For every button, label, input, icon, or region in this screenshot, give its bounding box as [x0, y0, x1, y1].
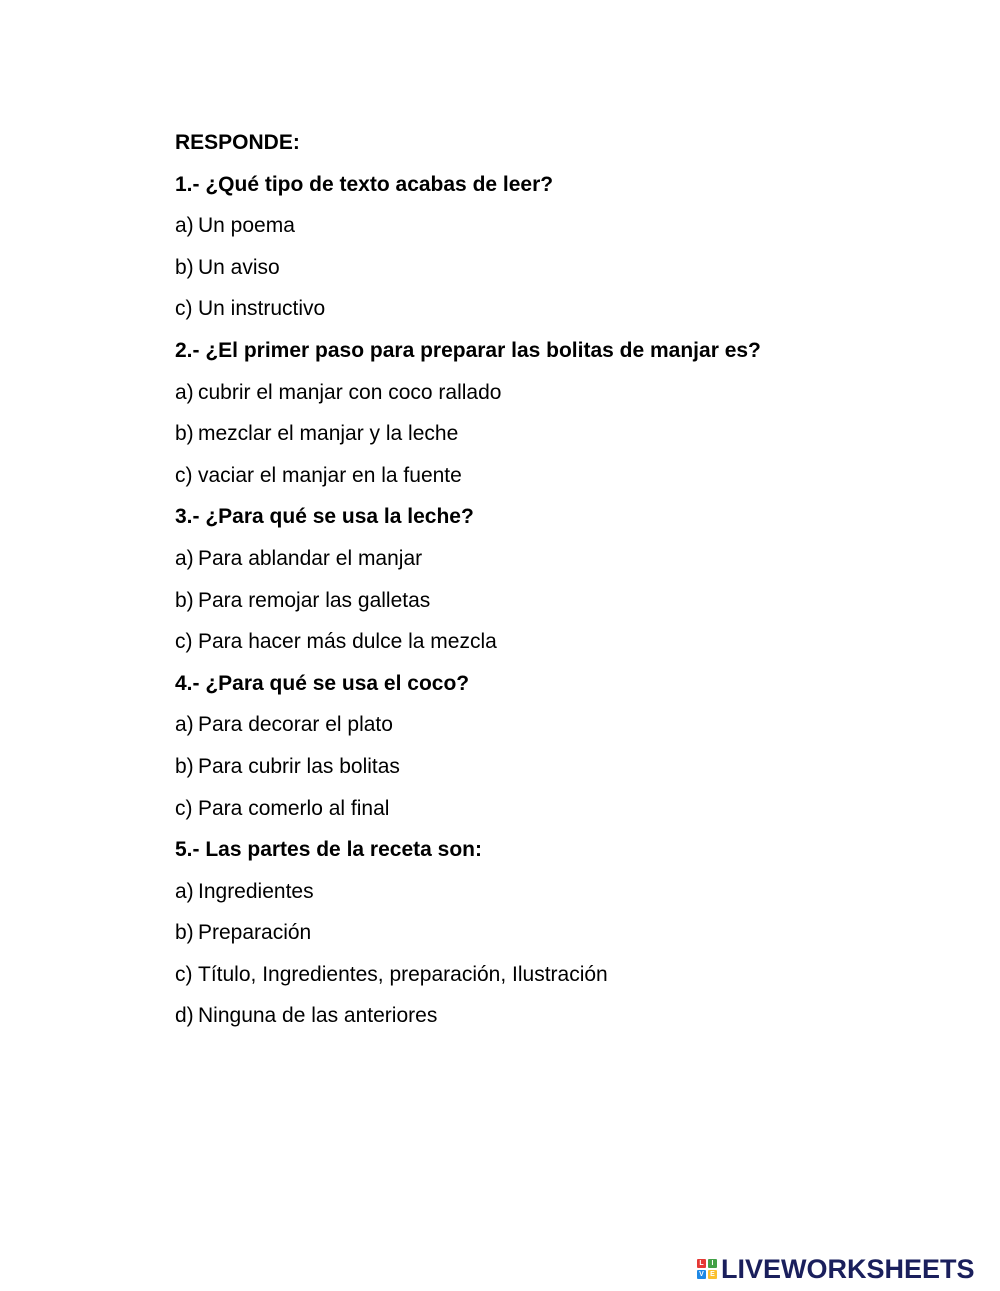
worksheet-heading: RESPONDE: [175, 131, 300, 154]
option-letter: a) [175, 214, 194, 238]
option-text: vaciar el manjar en la fuente [198, 463, 462, 487]
option-text: Preparación [198, 921, 312, 945]
option-text: Para cubrir las bolitas [198, 754, 400, 778]
question-title: 5.- Las partes de la receta son: [175, 838, 482, 862]
answer-option[interactable] [175, 413, 955, 455]
option-text: Para hacer más dulce la mezcla [198, 630, 497, 654]
liveworksheets-wordmark: LIVEWORKSHEETS [721, 1254, 975, 1284]
option-text: Ninguna de las anteriores [198, 1004, 438, 1028]
option-text: Un poema [198, 214, 295, 238]
answer-option[interactable] [175, 372, 955, 414]
option-text: Para comerlo al final [198, 796, 390, 820]
option-text: Ingredientes [198, 879, 314, 903]
option-letter: b) [175, 588, 194, 612]
answer-option[interactable] [175, 704, 955, 746]
option-text: Para decorar el plato [198, 713, 393, 737]
option-letter: b) [175, 422, 194, 446]
option-letter: d) [175, 1004, 194, 1028]
question-title: 2.- ¿El primer paso para preparar las bolitas de manjar es? [175, 338, 761, 362]
option-letter: c) [175, 297, 193, 321]
option-text: Un aviso [198, 255, 280, 279]
answer-option[interactable] [175, 746, 955, 788]
answer-option[interactable] [175, 788, 955, 830]
option-letter: c) [175, 962, 193, 986]
option-text: Para remojar las galletas [198, 588, 431, 612]
question-title: 1.- ¿Qué tipo de texto acabas de leer? [175, 172, 554, 196]
mark-letter-i: I [708, 1259, 717, 1268]
mark-letter-v: V [697, 1270, 706, 1279]
option-letter: c) [175, 463, 193, 487]
option-text: cubrir el manjar con coco rallado [198, 380, 502, 404]
answer-option[interactable] [175, 247, 955, 289]
liveworksheets-mark-icon [697, 1259, 717, 1279]
option-letter: c) [175, 630, 193, 654]
option-letter: a) [175, 879, 194, 903]
answer-option[interactable] [175, 455, 955, 497]
answer-option[interactable] [175, 288, 955, 330]
option-letter: a) [175, 713, 194, 737]
option-text: Para ablandar el manjar [198, 546, 423, 570]
answer-option[interactable] [175, 205, 955, 247]
answer-option[interactable] [175, 954, 955, 996]
option-letter: a) [175, 546, 194, 570]
answer-option[interactable] [175, 871, 955, 913]
answer-option[interactable] [175, 580, 955, 622]
option-letter: b) [175, 754, 194, 778]
answer-option[interactable] [175, 912, 955, 954]
option-text: mezclar el manjar y la leche [198, 422, 459, 446]
option-letter: c) [175, 796, 193, 820]
option-letter: a) [175, 380, 194, 404]
option-text: Título, Ingredientes, preparación, Ilustración [198, 962, 608, 986]
option-text: Un instructivo [198, 297, 326, 321]
answer-option[interactable] [175, 621, 955, 663]
answer-option[interactable] [175, 995, 955, 1037]
answer-option[interactable] [175, 538, 955, 580]
mark-letter-e: E [708, 1270, 717, 1279]
question-title: 4.- ¿Para qué se usa el coco? [175, 671, 470, 695]
question-title: 3.- ¿Para qué se usa la leche? [175, 505, 474, 529]
option-letter: b) [175, 255, 194, 279]
option-letter: b) [175, 921, 194, 945]
mark-letter-l: L [697, 1259, 706, 1268]
worksheet-content [175, 122, 955, 1037]
liveworksheets-logo[interactable] [697, 1252, 975, 1286]
